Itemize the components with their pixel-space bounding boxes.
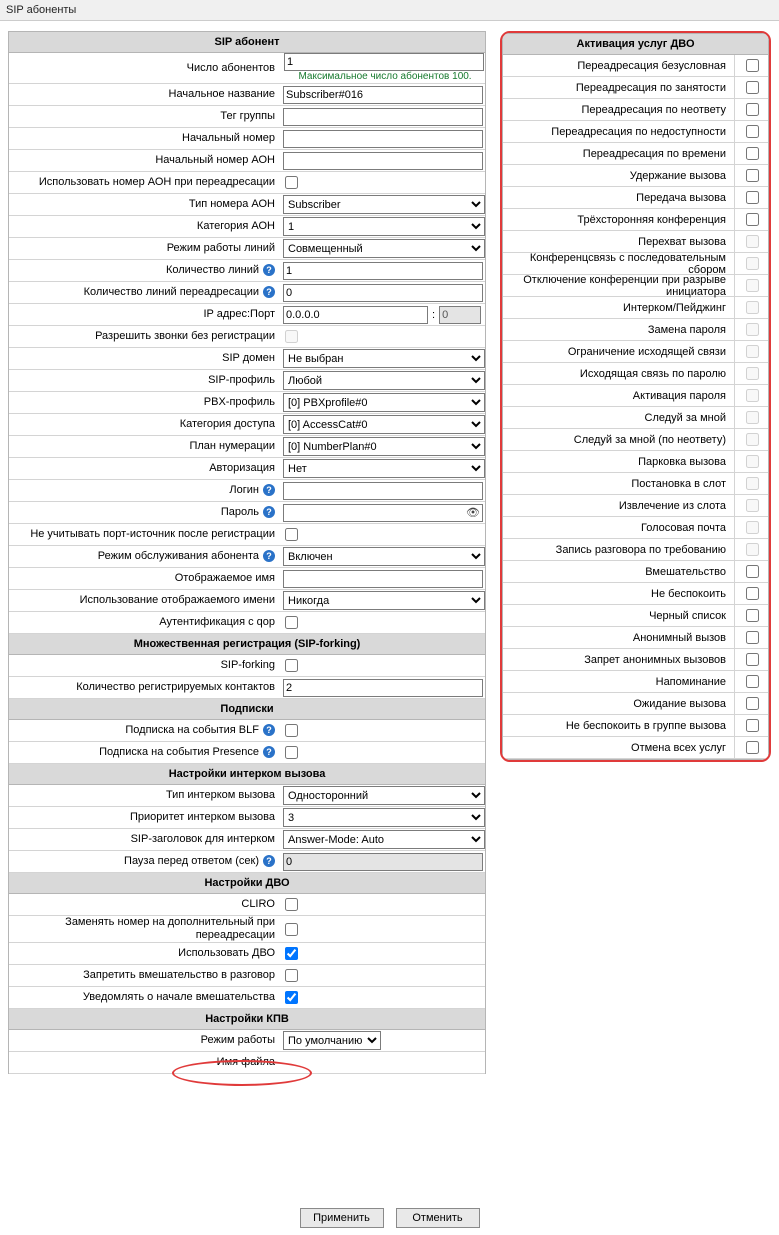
dvo-service-row bbox=[503, 693, 768, 715]
row-subscriber-count bbox=[9, 53, 485, 84]
section-header-multi-registration: Множественная регистрация (SIP-forking) bbox=[9, 634, 485, 655]
label-subscription-blf: Подписка на события BLF ? bbox=[9, 724, 281, 737]
dvo-service-row bbox=[503, 451, 768, 473]
dvo-service-checkbox-cell bbox=[734, 121, 768, 142]
qop-auth-checkbox[interactable] bbox=[285, 616, 298, 629]
dvo-service-checkbox bbox=[746, 235, 759, 248]
row-pbx-profile bbox=[9, 392, 485, 414]
dvo-service-row bbox=[503, 187, 768, 209]
allow-calls-without-registration-checkbox bbox=[285, 330, 298, 343]
dvo-service-checkbox[interactable] bbox=[746, 719, 759, 732]
dvo-service-label: Черный список bbox=[649, 609, 726, 622]
dvo-service-row bbox=[503, 319, 768, 341]
dvo-service-label: Переадресация безусловная bbox=[577, 59, 726, 72]
dvo-service-checkbox-cell bbox=[734, 385, 768, 406]
dvo-service-label: Удержание вызова bbox=[629, 169, 726, 182]
help-icon[interactable]: ? bbox=[263, 484, 275, 496]
dvo-service-row bbox=[503, 715, 768, 737]
label-notify-intrusion: Уведомлять о начале вмешательства bbox=[82, 991, 275, 1003]
dvo-service-checkbox-cell bbox=[734, 55, 768, 76]
row-notify-intrusion bbox=[9, 987, 485, 1009]
contacts-count-input[interactable] bbox=[283, 679, 483, 697]
dvo-service-row bbox=[503, 627, 768, 649]
dvo-service-row bbox=[503, 121, 768, 143]
dvo-service-checkbox-cell bbox=[734, 605, 768, 626]
authorization-select[interactable] bbox=[283, 459, 485, 478]
row-kpv-mode bbox=[9, 1030, 485, 1052]
ip-address-input[interactable] bbox=[283, 306, 428, 324]
use-dvo-checkbox[interactable] bbox=[285, 947, 298, 960]
dvo-service-checkbox-cell bbox=[734, 583, 768, 604]
dvo-service-label: Отмена всех услуг bbox=[631, 741, 726, 754]
intercom-priority-select[interactable] bbox=[283, 808, 485, 827]
dvo-service-row bbox=[503, 253, 768, 275]
dvo-service-row bbox=[503, 165, 768, 187]
row-intercom-header bbox=[9, 829, 485, 851]
dvo-service-checkbox[interactable] bbox=[746, 81, 759, 94]
dvo-service-label: Парковка вызова bbox=[638, 455, 726, 468]
dvo-service-row bbox=[503, 473, 768, 495]
dvo-service-row bbox=[503, 495, 768, 517]
dvo-service-checkbox-cell bbox=[734, 187, 768, 208]
dvo-service-checkbox bbox=[746, 257, 759, 270]
row-ignore-source-port bbox=[9, 524, 485, 546]
row-group-tag bbox=[9, 106, 485, 128]
window-title-bar bbox=[0, 0, 779, 21]
dvo-service-checkbox-cell bbox=[734, 429, 768, 450]
dvo-service-checkbox bbox=[746, 411, 759, 424]
dvo-service-checkbox bbox=[746, 455, 759, 468]
dvo-service-checkbox-cell bbox=[734, 77, 768, 98]
label-cliro: CLIRO bbox=[241, 898, 275, 910]
dvo-service-checkbox-cell bbox=[734, 517, 768, 538]
dvo-service-row bbox=[503, 407, 768, 429]
dvo-service-checkbox[interactable] bbox=[746, 103, 759, 116]
dvo-service-row bbox=[503, 99, 768, 121]
dvo-service-label: Голосовая почта bbox=[641, 521, 726, 534]
dvo-service-label: Извлечение из слота bbox=[618, 499, 726, 512]
aon-category-select[interactable] bbox=[283, 217, 485, 236]
dvo-service-row bbox=[503, 143, 768, 165]
row-cliro bbox=[9, 894, 485, 916]
dvo-service-checkbox bbox=[746, 323, 759, 336]
label-password: Пароль ? bbox=[9, 506, 281, 519]
row-lines-mode bbox=[9, 238, 485, 260]
label-allow-calls-without-registration: Разрешить звонки без регистрации bbox=[95, 330, 275, 342]
row-forward-lines-count bbox=[9, 282, 485, 304]
dvo-service-row bbox=[503, 583, 768, 605]
row-sip-forking bbox=[9, 655, 485, 677]
label-group-tag: Тег группы bbox=[220, 110, 275, 122]
dvo-service-label: Активация пароля bbox=[632, 389, 726, 402]
dvo-service-checkbox[interactable] bbox=[746, 653, 759, 666]
dvo-service-checkbox-cell bbox=[734, 231, 768, 252]
label-intercom-header: SIP-заголовок для интерком bbox=[130, 833, 275, 845]
label-contacts-count: Количество регистрируемых контактов bbox=[76, 681, 275, 693]
dvo-service-label: Исходящая связь по паролю bbox=[579, 367, 726, 380]
label-kpv-file: Имя файла bbox=[216, 1056, 275, 1068]
row-sip-profile bbox=[9, 370, 485, 392]
forward-lines-count-input[interactable] bbox=[283, 284, 483, 302]
dvo-service-row bbox=[503, 671, 768, 693]
label-forward-lines-count: Количество линий переадресации ? bbox=[9, 286, 281, 299]
label-kpv-mode: Режим работы bbox=[200, 1034, 275, 1046]
dvo-service-checkbox-cell bbox=[734, 99, 768, 120]
sip-profile-select[interactable] bbox=[283, 371, 485, 390]
dvo-service-checkbox-cell bbox=[734, 737, 768, 758]
dvo-service-label: Запрет анонимных вызовов bbox=[584, 653, 726, 666]
dvo-service-label: Интерком/Пейджинг bbox=[623, 301, 726, 314]
highlight-use-dvo bbox=[172, 1060, 312, 1086]
dvo-service-checkbox-cell bbox=[734, 209, 768, 230]
dvo-service-row bbox=[503, 605, 768, 627]
dvo-service-label: Ожидание вызова bbox=[633, 697, 726, 710]
cliro-checkbox[interactable] bbox=[285, 898, 298, 911]
help-icon[interactable]: ? bbox=[263, 746, 275, 758]
sip-forking-checkbox[interactable] bbox=[285, 659, 298, 672]
ip-port-separator: : bbox=[432, 308, 436, 321]
dvo-service-label: Запись разговора по требованию bbox=[555, 543, 726, 556]
dvo-service-checkbox[interactable] bbox=[746, 587, 759, 600]
dvo-service-row bbox=[503, 539, 768, 561]
dvo-service-checkbox[interactable] bbox=[746, 213, 759, 226]
dvo-service-checkbox-cell bbox=[734, 319, 768, 340]
label-use-dvo: Использовать ДВО bbox=[178, 947, 275, 959]
row-contacts-count bbox=[9, 677, 485, 699]
dvo-service-checkbox-cell bbox=[734, 165, 768, 186]
dvo-service-row bbox=[503, 297, 768, 319]
cancel-button[interactable]: Отменить bbox=[396, 1208, 480, 1228]
label-use-aon-on-forward: Использовать номер АОН при переадресации bbox=[38, 176, 275, 188]
dvo-service-row bbox=[503, 429, 768, 451]
section-header-sip-subscriber: SIP абонент bbox=[9, 32, 485, 53]
dvo-service-label: Постановка в слот bbox=[631, 477, 726, 490]
subscription-blf-checkbox[interactable] bbox=[285, 724, 298, 737]
label-qop-auth: Аутентификация с qop bbox=[159, 616, 275, 628]
pbx-profile-select[interactable] bbox=[283, 393, 485, 412]
dvo-service-label: Переадресация по недоступности bbox=[551, 125, 726, 138]
dvo-service-checkbox-cell bbox=[734, 715, 768, 736]
dvo-service-label: Отключение конференции при разрыве инициатора bbox=[523, 273, 726, 298]
label-login: Логин ? bbox=[9, 484, 281, 497]
dvo-service-row bbox=[503, 649, 768, 671]
show-password-icon[interactable]: 👁 bbox=[466, 506, 480, 519]
dvo-service-checkbox[interactable] bbox=[746, 741, 759, 754]
label-intercom-priority: Приоритет интерком вызова bbox=[130, 811, 275, 823]
row-use-dvo bbox=[9, 943, 485, 965]
dvo-service-row bbox=[503, 341, 768, 363]
dvo-service-checkbox-cell bbox=[734, 297, 768, 318]
dvo-service-checkbox[interactable] bbox=[746, 169, 759, 182]
replace-number-on-forward-checkbox[interactable] bbox=[285, 923, 298, 936]
row-service-mode bbox=[9, 546, 485, 568]
dvo-service-label: Замена пароля bbox=[647, 323, 726, 336]
help-icon[interactable]: ? bbox=[263, 550, 275, 562]
sip-subscriber-panel bbox=[8, 31, 486, 1074]
row-use-aon-on-forward bbox=[9, 172, 485, 194]
row-aon-type bbox=[9, 194, 485, 216]
dvo-service-label: Передача вызова bbox=[636, 191, 726, 204]
row-allow-calls-without-registration bbox=[9, 326, 485, 348]
dvo-service-row bbox=[503, 209, 768, 231]
help-icon[interactable]: ? bbox=[263, 724, 275, 736]
row-sip-domain bbox=[9, 348, 485, 370]
display-name-input[interactable] bbox=[283, 570, 483, 588]
dvo-service-label: Вмешательство bbox=[645, 565, 726, 578]
row-login bbox=[9, 480, 485, 502]
row-answer-pause bbox=[9, 851, 485, 873]
lines-count-input[interactable] bbox=[283, 262, 483, 280]
use-aon-on-forward-checkbox[interactable] bbox=[285, 176, 298, 189]
row-replace-number-on-forward bbox=[9, 916, 485, 943]
start-aon-input[interactable] bbox=[283, 152, 483, 170]
row-authorization bbox=[9, 458, 485, 480]
intercom-type-select[interactable] bbox=[283, 786, 485, 805]
dvo-service-checkbox[interactable] bbox=[746, 631, 759, 644]
form-actions bbox=[0, 1208, 779, 1228]
dvo-service-checkbox[interactable] bbox=[746, 59, 759, 72]
label-lines-mode: Режим работы линий bbox=[166, 242, 275, 254]
label-authorization: Авторизация bbox=[209, 462, 275, 474]
password-input[interactable] bbox=[283, 504, 483, 522]
dvo-service-checkbox-cell bbox=[734, 253, 768, 274]
dvo-service-label: Не беспокоить bbox=[651, 587, 726, 600]
label-forbid-intrusion: Запретить вмешательство в разговор bbox=[83, 969, 275, 981]
dvo-service-row bbox=[503, 275, 768, 297]
section-header-intercom: Настройки интерком вызова bbox=[9, 764, 485, 785]
dvo-service-label: Не беспокоить в группе вызова bbox=[565, 719, 726, 732]
dvo-service-label: Следуй за мной (по неответу) bbox=[573, 433, 726, 446]
row-display-name-usage bbox=[9, 590, 485, 612]
help-icon[interactable]: ? bbox=[263, 855, 275, 867]
label-access-category: Категория доступа bbox=[179, 418, 275, 430]
sip-domain-select[interactable] bbox=[283, 349, 485, 368]
section-header-kpv: Настройки КПВ bbox=[9, 1009, 485, 1030]
start-number-input[interactable] bbox=[283, 130, 483, 148]
dvo-service-checkbox-cell bbox=[734, 275, 768, 296]
label-pbx-profile: PBX-профиль bbox=[203, 396, 275, 408]
aon-type-select[interactable] bbox=[283, 195, 485, 214]
dvo-service-checkbox[interactable] bbox=[746, 147, 759, 160]
answer-pause-input[interactable] bbox=[283, 853, 483, 871]
dvo-service-checkbox-cell bbox=[734, 473, 768, 494]
label-start-aon: Начальный номер АОН bbox=[155, 154, 275, 166]
dvo-service-checkbox-cell bbox=[734, 561, 768, 582]
label-display-name: Отображаемое имя bbox=[174, 572, 275, 584]
group-tag-input[interactable] bbox=[283, 108, 483, 126]
subscription-presence-checkbox[interactable] bbox=[285, 746, 298, 759]
label-sip-profile: SIP-профиль bbox=[208, 374, 275, 386]
dvo-service-label: Конференцсвязь с последовательным сбором bbox=[529, 251, 726, 276]
dvo-service-checkbox[interactable] bbox=[746, 675, 759, 688]
dvo-service-checkbox-cell bbox=[734, 671, 768, 692]
label-lines-count: Количество линий ? bbox=[9, 264, 281, 277]
dvo-service-label: Переадресация по неответу bbox=[581, 103, 726, 116]
dvo-service-checkbox bbox=[746, 543, 759, 556]
dvo-services-panel bbox=[500, 31, 771, 762]
dvo-service-row bbox=[503, 517, 768, 539]
row-lines-count bbox=[9, 260, 485, 282]
lines-mode-select[interactable] bbox=[283, 239, 485, 258]
forbid-intrusion-checkbox[interactable] bbox=[285, 969, 298, 982]
dvo-service-checkbox[interactable] bbox=[746, 697, 759, 710]
dvo-service-row bbox=[503, 737, 768, 759]
row-subscription-blf bbox=[9, 720, 485, 742]
dvo-service-checkbox bbox=[746, 499, 759, 512]
label-aon-category: Категория АОН bbox=[196, 220, 275, 232]
dvo-service-label: Напоминание bbox=[655, 675, 726, 688]
page-title: SIP абоненты bbox=[6, 4, 77, 16]
subscriber-count-hint: Максимальное число абонентов 100. bbox=[298, 71, 472, 82]
label-sip-forking: SIP-forking bbox=[220, 659, 275, 671]
dvo-service-label: Анонимный вызов bbox=[632, 631, 726, 644]
number-plan-select[interactable] bbox=[283, 437, 485, 456]
row-start-number bbox=[9, 128, 485, 150]
dvo-service-checkbox bbox=[746, 389, 759, 402]
label-intercom-type: Тип интерком вызова bbox=[165, 789, 275, 801]
row-aon-category bbox=[9, 216, 485, 238]
row-start-aon bbox=[9, 150, 485, 172]
row-forbid-intrusion bbox=[9, 965, 485, 987]
start-name-input[interactable] bbox=[283, 86, 483, 104]
dvo-services-list bbox=[503, 55, 768, 759]
display-name-usage-select[interactable] bbox=[283, 591, 485, 610]
dvo-service-checkbox[interactable] bbox=[746, 191, 759, 204]
dvo-service-checkbox bbox=[746, 301, 759, 314]
notify-intrusion-checkbox[interactable] bbox=[285, 991, 298, 1004]
dvo-service-checkbox-cell bbox=[734, 495, 768, 516]
dvo-service-checkbox-cell bbox=[734, 407, 768, 428]
dvo-service-checkbox-cell bbox=[734, 143, 768, 164]
section-header-subscriptions: Подписки bbox=[9, 699, 485, 720]
label-display-name-usage: Использование отображаемого имени bbox=[79, 594, 275, 606]
dvo-service-checkbox-cell bbox=[734, 649, 768, 670]
dvo-service-checkbox bbox=[746, 345, 759, 358]
dvo-service-checkbox[interactable] bbox=[746, 125, 759, 138]
dvo-service-label: Ограничение исходящей связи bbox=[567, 345, 726, 358]
dvo-service-checkbox-cell bbox=[734, 539, 768, 560]
row-intercom-priority bbox=[9, 807, 485, 829]
label-service-mode: Режим обслуживания абонента ? bbox=[9, 550, 281, 563]
row-access-category bbox=[9, 414, 485, 436]
dvo-service-checkbox bbox=[746, 477, 759, 490]
dvo-service-row bbox=[503, 561, 768, 583]
dvo-service-checkbox bbox=[746, 279, 759, 292]
login-input[interactable] bbox=[283, 482, 483, 500]
kpv-mode-select[interactable] bbox=[283, 1031, 381, 1050]
label-start-number: Начальный номер bbox=[182, 132, 275, 144]
dvo-service-checkbox bbox=[746, 433, 759, 446]
help-icon[interactable]: ? bbox=[263, 506, 275, 518]
dvo-service-checkbox-cell bbox=[734, 341, 768, 362]
intercom-header-select[interactable] bbox=[283, 830, 485, 849]
dvo-service-row bbox=[503, 363, 768, 385]
dvo-service-label: Переадресация по занятости bbox=[575, 81, 726, 94]
label-subscription-presence: Подписка на события Presence ? bbox=[9, 746, 281, 759]
label-ip-port: IP адрес:Порт bbox=[203, 308, 275, 320]
dvo-services-title: Активация услуг ДВО bbox=[503, 33, 768, 55]
row-ip-port bbox=[9, 304, 485, 326]
label-sip-domain: SIP домен bbox=[222, 352, 275, 364]
row-display-name bbox=[9, 568, 485, 590]
label-ignore-source-port: Не учитывать порт-источник после регистрации bbox=[30, 528, 275, 540]
ignore-source-port-checkbox[interactable] bbox=[285, 528, 298, 541]
help-icon[interactable]: ? bbox=[263, 264, 275, 276]
dvo-service-label: Следуй за мной bbox=[644, 411, 726, 424]
dvo-service-checkbox-cell bbox=[734, 627, 768, 648]
row-password bbox=[9, 502, 485, 524]
subscriber-count-input[interactable] bbox=[284, 53, 484, 71]
row-number-plan bbox=[9, 436, 485, 458]
dvo-service-checkbox[interactable] bbox=[746, 565, 759, 578]
dvo-service-checkbox[interactable] bbox=[746, 609, 759, 622]
section-header-dvo: Настройки ДВО bbox=[9, 873, 485, 894]
row-subscription-presence bbox=[9, 742, 485, 764]
label-aon-type: Тип номера АОН bbox=[188, 198, 275, 210]
dvo-service-row bbox=[503, 385, 768, 407]
help-icon[interactable]: ? bbox=[263, 286, 275, 298]
dvo-service-label: Перехват вызова bbox=[638, 235, 726, 248]
dvo-service-checkbox-cell bbox=[734, 451, 768, 472]
label-number-plan: План нумерации bbox=[189, 440, 275, 452]
label-subscriber-count: Число абонентов bbox=[186, 61, 275, 74]
dvo-service-row bbox=[503, 231, 768, 253]
dvo-service-checkbox-cell bbox=[734, 363, 768, 384]
dvo-service-label: Трёхсторонняя конференция bbox=[577, 213, 726, 226]
port-input[interactable] bbox=[439, 306, 481, 324]
service-mode-select[interactable] bbox=[283, 547, 485, 566]
label-replace-number-on-forward: Заменять номер на дополнительный при переадресации bbox=[65, 916, 275, 941]
dvo-service-row bbox=[503, 55, 768, 77]
label-answer-pause: Пауза перед ответом (сек) ? bbox=[9, 855, 281, 868]
dvo-service-row bbox=[503, 77, 768, 99]
row-qop-auth bbox=[9, 612, 485, 634]
dvo-service-checkbox-cell bbox=[734, 693, 768, 714]
row-intercom-type bbox=[9, 785, 485, 807]
dvo-service-checkbox bbox=[746, 521, 759, 534]
row-start-name bbox=[9, 84, 485, 106]
dvo-service-checkbox bbox=[746, 367, 759, 380]
label-start-name: Начальное название bbox=[168, 88, 275, 100]
access-category-select[interactable] bbox=[283, 415, 485, 434]
dvo-service-label: Переадресация по времени bbox=[582, 147, 726, 160]
apply-button[interactable]: Применить bbox=[300, 1208, 384, 1228]
main-content bbox=[0, 21, 779, 1074]
